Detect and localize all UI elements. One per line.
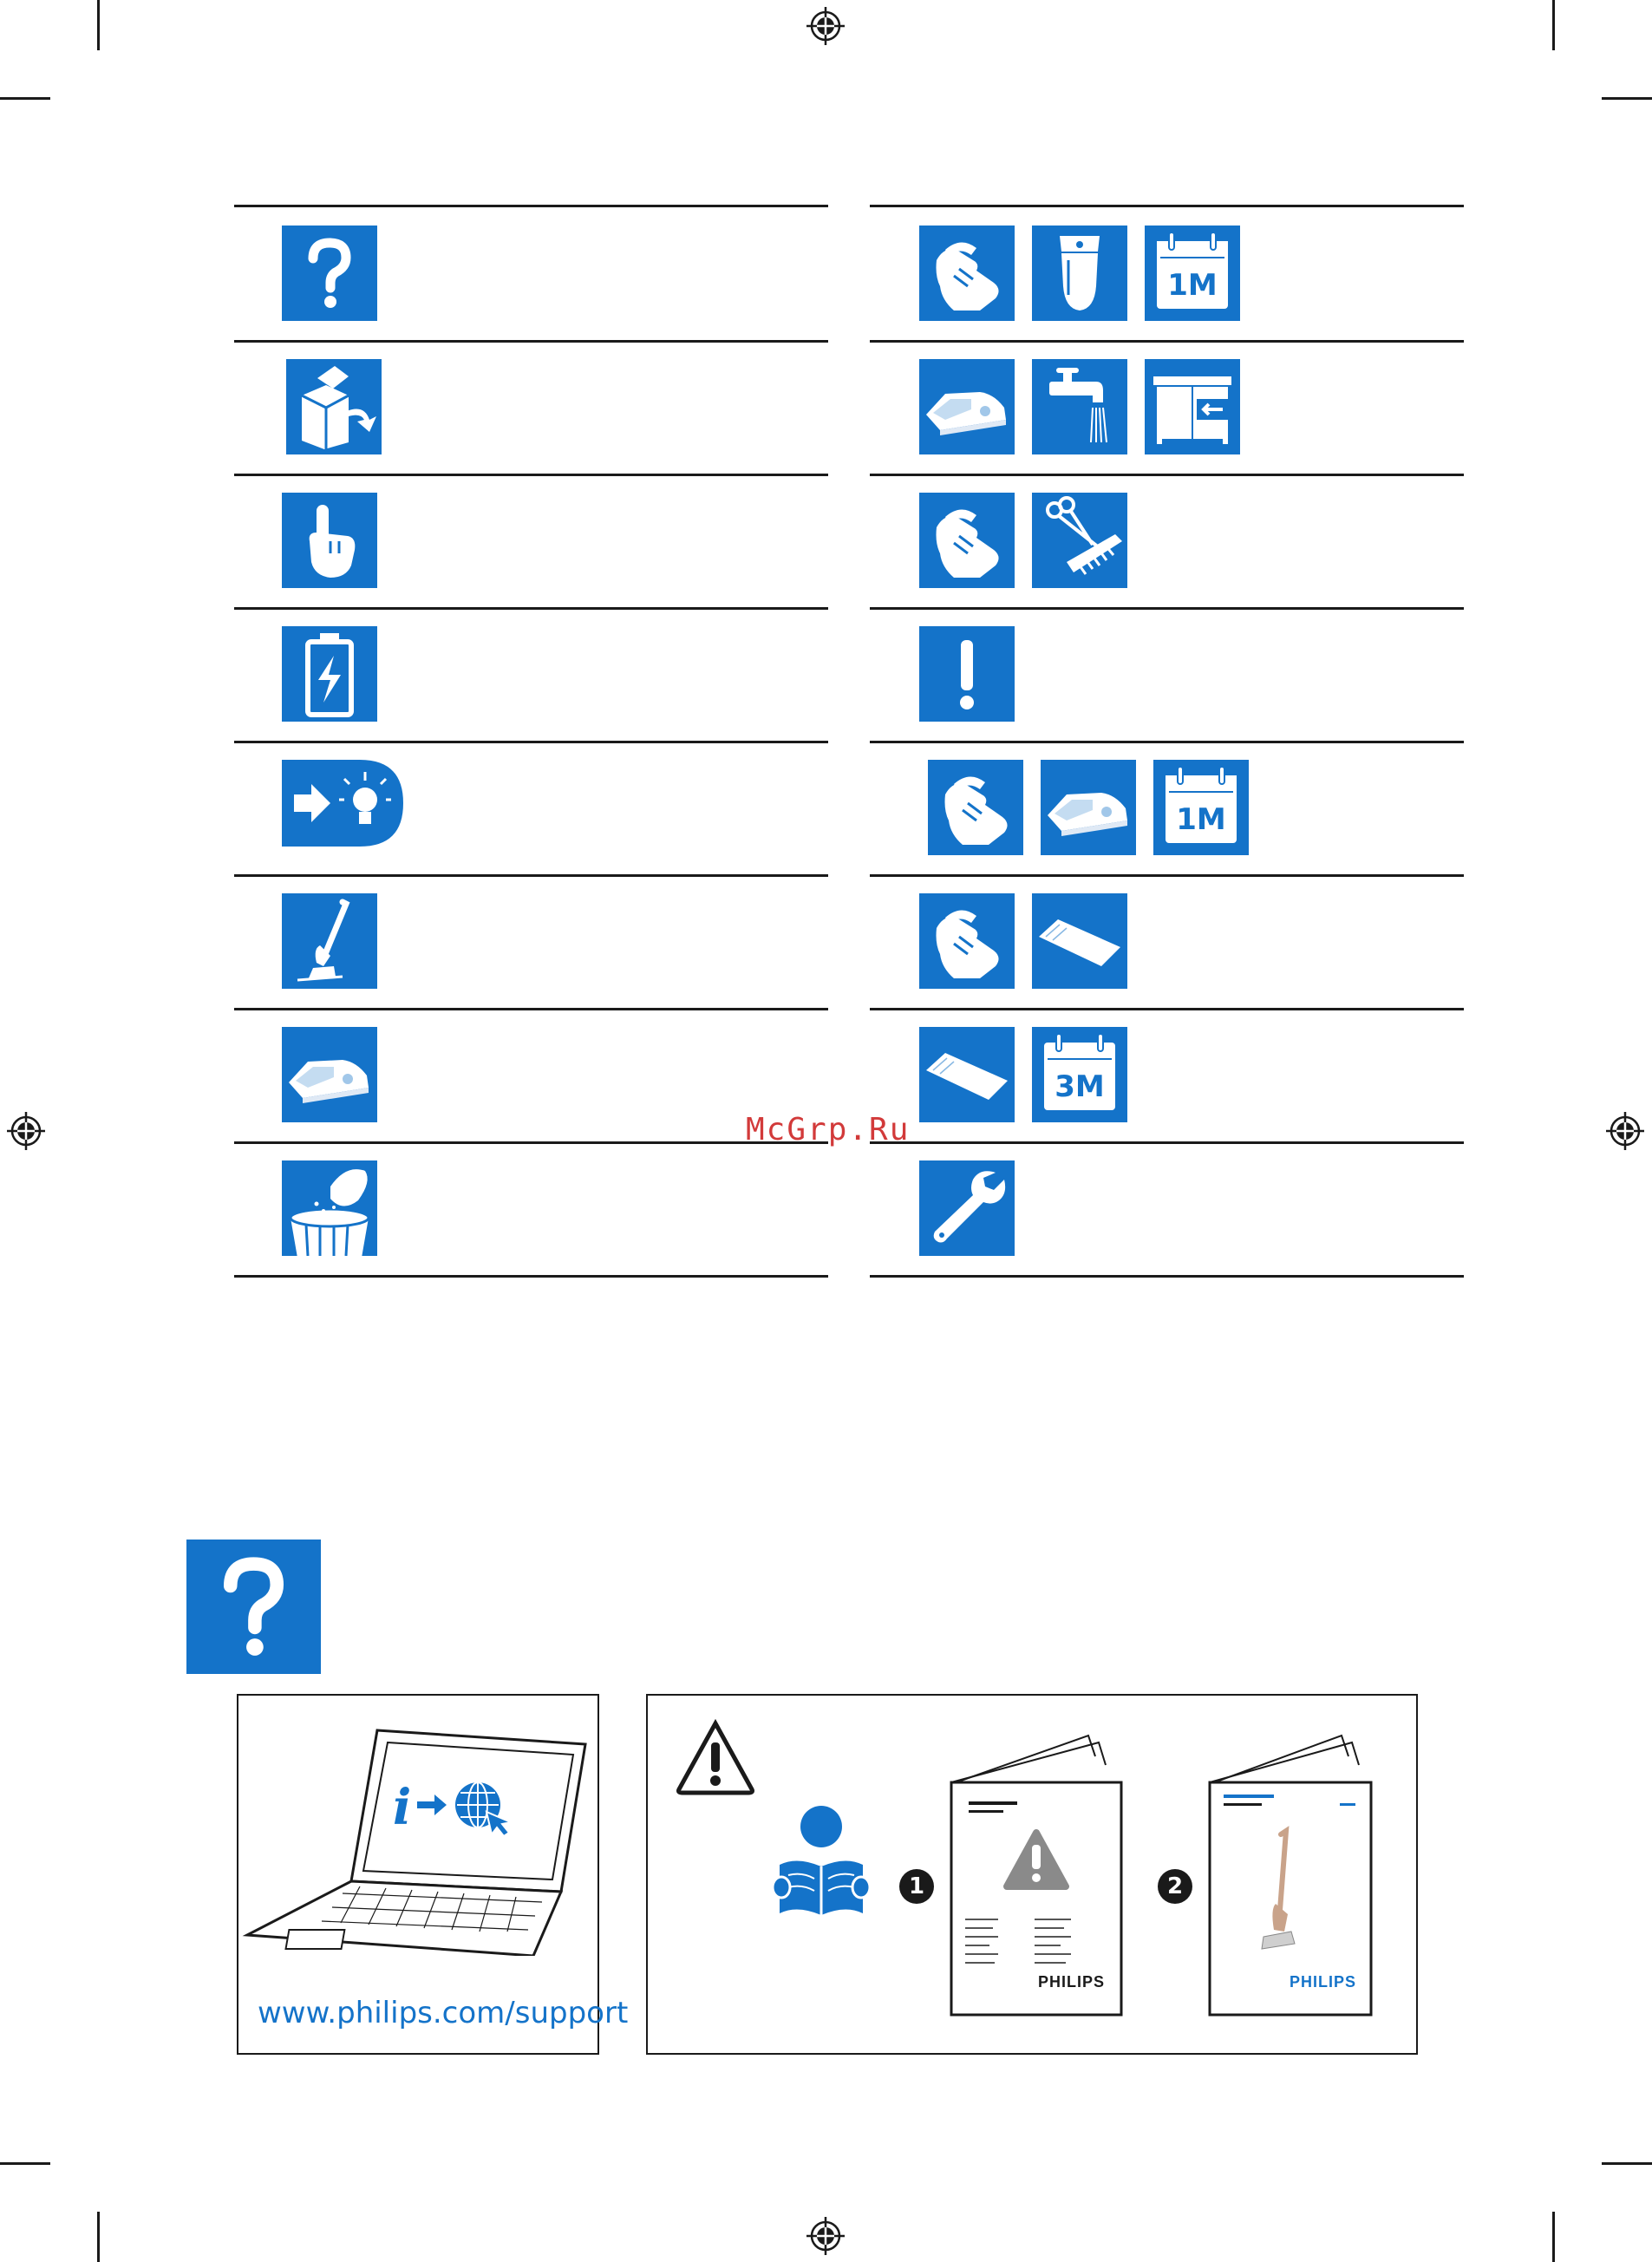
calendar-3m-icon [1032,1027,1127,1122]
stick-vacuum-icon [282,893,377,989]
svg-text:i: i [393,1779,412,1836]
registration-mark-icon [7,1112,45,1150]
scissors-brush-icon [1032,493,1127,588]
charging-base-icon [282,1027,377,1122]
crop-mark [0,97,50,100]
laptop-illustration [238,1696,597,1956]
reading-person-icon [769,1804,873,1917]
finger-point-icon [282,493,377,588]
crop-mark [1602,97,1652,100]
battery-charge-icon [282,626,377,722]
registration-mark-icon [1606,1112,1644,1150]
crop-mark [0,2162,50,2165]
crop-mark [97,2212,100,2262]
unbox-icon [286,359,382,454]
tip-lightbulb-icon [282,760,403,847]
step-2-number: 2 [1158,1869,1192,1904]
crop-mark [97,0,100,50]
wipe-hand-icon [928,760,1023,855]
calendar-1m-icon [1153,760,1249,855]
question-icon [282,226,377,321]
warning-exclamation-icon [919,626,1015,722]
registration-mark-icon [806,2217,845,2255]
step-1-number: 1 [899,1869,934,1904]
filter-strip-icon [919,1027,1015,1122]
dustbin-empty-icon [282,1160,377,1256]
crop-mark [1552,0,1555,50]
dust-container-icon [1032,226,1127,321]
wipe-hand-icon [919,493,1015,588]
filter-strip-icon [1032,893,1127,989]
watermark: McGrp.Ru [746,1112,911,1147]
support-panel [237,1694,629,2055]
tap-water-icon [1032,359,1127,454]
wipe-hand-icon [919,893,1015,989]
crop-mark [1552,2212,1555,2262]
read-manual-panel [646,1694,1418,2055]
wipe-hand-icon [919,226,1015,321]
support-url-link[interactable]: www.philips.com/support [258,1996,629,2030]
crop-mark [1602,2162,1652,2165]
charging-base-icon [919,359,1015,454]
charging-base-icon [1041,760,1136,855]
cabinet-store-icon [1145,359,1240,454]
calendar-1m-icon [1145,226,1240,321]
wrench-icon [919,1160,1015,1256]
registration-mark-icon [806,7,845,45]
booklet-brand: PHILIPS [1038,1973,1106,1991]
booklet-brand: PHILIPS [1290,1973,1357,1991]
help-question-icon [186,1540,321,1674]
caution-triangle-icon [674,1718,757,1796]
